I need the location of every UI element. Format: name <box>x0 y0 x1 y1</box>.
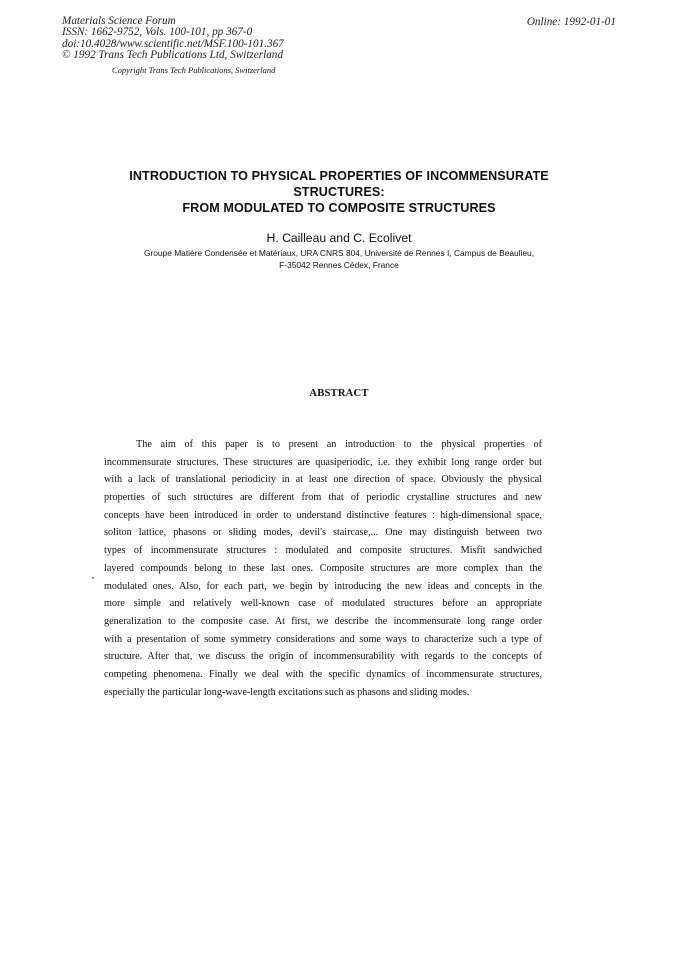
affiliation-line-2: F-35042 Rennes Cédex, France <box>279 259 399 270</box>
authors: H. Cailleau and C. Ecolivet <box>266 231 412 245</box>
abstract-line: modulated ones. Also, for each part, we begin by introducing the new ideas and concepts in the <box>104 580 542 592</box>
issn-line: ISSN: 1662-9752, Vols. 100-101, pp 367-0 <box>62 26 253 39</box>
abstract-line: incommensurate structures. These structures are quasiperiodic, i.e. they exhibit long range order but <box>104 456 542 468</box>
doi-line: doi:10.4028/www.scientific.net/MSF.100-101.367 <box>62 37 284 50</box>
abstract-line: more simple and relatively well-known case of modulated structures before an appropriate <box>104 598 542 610</box>
abstract-line: concepts have been introduced in order to understand distinctive features : high-dimensional space, <box>104 509 542 521</box>
abstract-line: competing phenomena. Finally we deal with the specific dynamics of incommensurate structures, <box>104 668 542 680</box>
paper-title <box>60 168 618 217</box>
copyright-notice: Copyright Trans Tech Publications, Switzerland <box>112 65 276 75</box>
title-line-3: FROM MODULATED TO COMPOSITE STRUCTURES <box>182 201 496 216</box>
abstract-line: with a lack of translational periodicity in at least one direction of space. Obviously the physical <box>104 474 542 486</box>
abstract-line: types of incommensurate structures : modulated and composite structures. Misfit sandwiched <box>104 545 542 557</box>
affiliation <box>60 248 618 271</box>
affiliation-line-1: Groupe Matière Condensée et Matériaux, URA CNRS 804, Université de Rennes I, Campus de Beaulieu, <box>143 248 535 258</box>
publisher-line: © 1992 Trans Tech Publications Ltd, Switzerland <box>62 49 283 62</box>
journal-name: Materials Science Forum <box>62 15 176 27</box>
title-line-1: INTRODUCTION TO PHYSICAL PROPERTIES OF INCOMMENSURATE <box>129 169 549 183</box>
abstract-line: structure. After that, we discuss the origin of incommensurability with regards to the concepts of <box>104 651 542 663</box>
abstract-line: layered compounds belong to these last ones. Composite structures are more complex than the <box>104 562 542 574</box>
abstract-body <box>104 436 542 701</box>
abstract-heading: ABSTRACT <box>309 388 369 399</box>
abstract-line: soliton lattice, phasons or sliding modes, devil's staircase,... One may distinguish between two <box>104 527 542 539</box>
online-date: Online: 1992-01-01 <box>526 16 616 28</box>
abstract-line: generalization to the composite case. At first, we describe the incommensurate long range order <box>104 615 542 627</box>
abstract-line: especially the particular long-wave-length excitations such as phasons and sliding modes. <box>104 686 470 698</box>
abstract-line: The aim of this paper is to present an introduction to the physical properties of <box>136 439 542 450</box>
abstract-line: properties of such structures are different from that of periodic crystalline structures and new <box>104 492 542 504</box>
citation-block <box>62 16 284 62</box>
margin-mark <box>92 577 94 579</box>
abstract-line: with a presentation of some symmetry considerations and some ways to characterize such a type of <box>104 633 542 645</box>
title-line-2: STRUCTURES: <box>293 185 385 200</box>
